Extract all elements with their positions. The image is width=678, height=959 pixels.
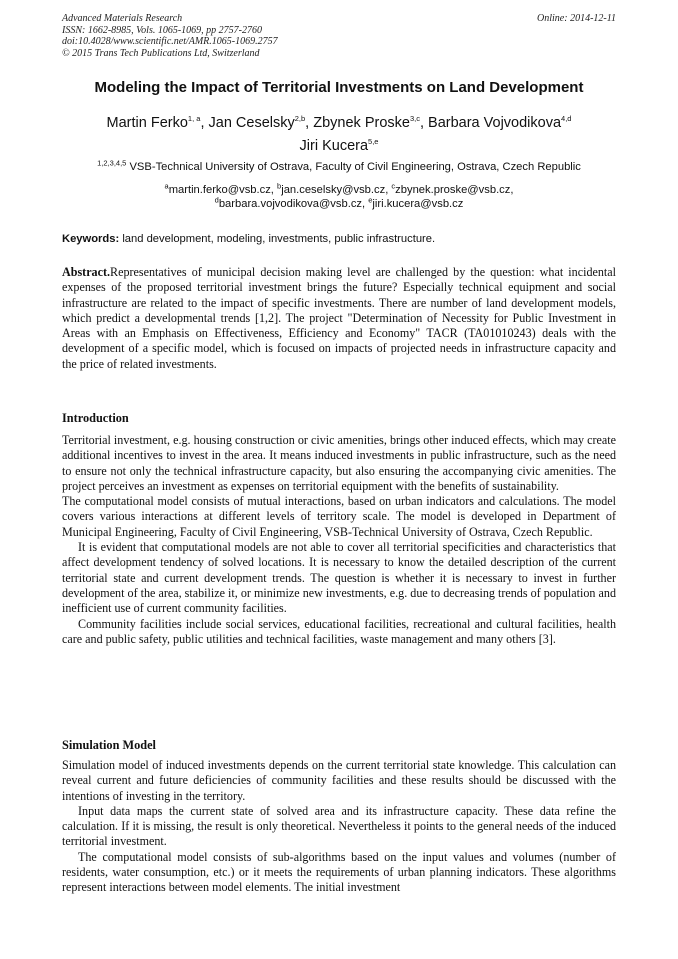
affiliation-sup: 1,2,3,4,5 — [97, 158, 127, 168]
section-heading-simulation-model: Simulation Model — [62, 738, 156, 752]
email-sup: b — [277, 181, 282, 191]
paragraph: Simulation model of induced investments depends on the current territorial state knowledge. This calculation can reveal current and future deficiencies of community facilities and these results should be discussed with the intentions of investing in the territory. — [62, 758, 616, 803]
author-sup: 2,b — [294, 114, 306, 124]
keywords — [62, 233, 616, 245]
email-address: barbara.vojvodikova@vsb.cz, — [218, 198, 366, 210]
author-name: Jiri Kucera — [299, 138, 369, 154]
journal-header — [62, 13, 616, 59]
abstract-label: Abstract. — [62, 265, 111, 279]
paragraph: The computational model consists of mutual interactions, based on urban indicators and calculations. The model covers various interactions at different levels of territory scale. The model is developed in Department of Municipal Engineering, Faculty of Civil Engineering, VSB-Technical University of Ostrava, Czech Republic. — [62, 494, 616, 539]
doi-line: doi:10.4028/www.scientific.net/AMR.1065-1069.2757 — [62, 36, 278, 47]
section-heading-introduction: Introduction — [62, 411, 129, 425]
author-sup: 4,d — [561, 114, 572, 124]
paper-title: Modeling the Impact of Territorial Investments on Land Development — [94, 79, 584, 96]
email-address: zbynek.proske@vsb.cz, — [395, 184, 514, 196]
author-emails — [20, 183, 658, 211]
introduction-body — [62, 433, 616, 647]
online-date: Online: 2014-12-11 — [537, 13, 616, 24]
simulation-body — [62, 758, 616, 896]
email-sup: c — [391, 181, 396, 191]
author-sup: 1, a — [187, 114, 201, 124]
author-name: Zbynek Proske — [313, 115, 410, 131]
paragraph: The computational model consists of sub-algorithms based on the input values and volumes (number of residents, water consumption, etc.) or it meets the requirements of urban planning indicators. These algorithms represent interactions between model elements. The initial investment — [62, 849, 616, 895]
author-name: Martin Ferko — [106, 115, 188, 131]
copyright-line: © 2015 Trans Tech Publications Ltd, Switzerland — [62, 47, 260, 59]
author-name: Barbara Vojvodikova — [428, 115, 562, 131]
email-address: jan.ceselsky@vsb.cz, — [281, 184, 389, 196]
affiliation — [20, 158, 658, 173]
paragraph: Territorial investment, e.g. housing construction or civic amenities, brings other induced effects, which may create additional incentives to invest in the area. It means induced investments in public infrastructure, such as the need to ensure not only the technical infrastructure capacity, but also ensuring the accompanying civic amenities. The project perceives an investment as expenses on territorial equipment with the benefits of sustainability. — [62, 433, 616, 493]
journal-name: Advanced Materials Research — [62, 13, 183, 24]
email-sup: e — [368, 195, 373, 205]
author-sup: 5,e — [368, 137, 379, 147]
author-list: Martin Ferko$^{1, a}$, Jan Ceselsky$^{2,b}$, Zbynek Proske$^{3,c}$, Barbara Vojvodikova$^{4,d}$ Jiri Kucera$^{5,e}$ — [106, 114, 572, 154]
author-name: Jan Ceselsky — [208, 115, 295, 131]
paragraph: Input data maps the current state of solved area and its infrastructure capacity. These data refine the calculation. If it is missing, the result is only theoretical. Nevertheless it points to the general needs of the induced territorial investment. — [62, 803, 616, 849]
keywords-label: Keywords: — [62, 233, 120, 245]
abstract — [62, 265, 616, 372]
keywords-text: land development, modeling, investments, public infrastructure. — [122, 233, 436, 245]
issn-line: ISSN: 1662-8985, Vols. 1065-1069, pp 2757-2760 — [62, 24, 262, 36]
paragraph: Community facilities include social services, educational facilities, recreational and cultural facilities, health care and public safety, public utilities and technical facilities, waste management and many others [3]. — [62, 616, 616, 646]
email-address: martin.ferko@vsb.cz, — [168, 184, 274, 196]
email-address: jiri.kucera@vsb.cz — [372, 198, 464, 210]
affiliation-text: VSB-Technical University of Ostrava, Faculty of Civil Engineering, Ostrava, Czech Republic — [129, 161, 581, 173]
email-sup: a — [164, 181, 169, 191]
abstract-text: Representatives of municipal decision making level are challenged by the question: what incidental expenses of the proposed territorial investment brings the future? Especially technical equipment and social infrastructure are related to the impact of specific investments. There are number of land development models, which predict a developmental trends [1,2]. The project "Determination of Necessity for Public Investment in Areas with an Emphasis on Effectiveness, Efficiency and Economy" TACR (TA01010243) deals with the development of a specific model, which is focused on impacts of projected needs in infrastructure capacity and the price of related investments. — [62, 265, 616, 371]
author-sup: 3,c — [409, 114, 420, 124]
paragraph: It is evident that computational models are not able to cover all territorial specificities and characteristics that affect development tendency of solved locations. It is necessary to know the detailed description of the current territorial state and current development trends. The question is whether it is necessary to invest in further development of the area, stabilize it, or minimize new investments, e.g. due to decreasing trends of population and inefficient use of current community facilities. — [62, 540, 616, 616]
email-sup: d — [214, 195, 219, 205]
